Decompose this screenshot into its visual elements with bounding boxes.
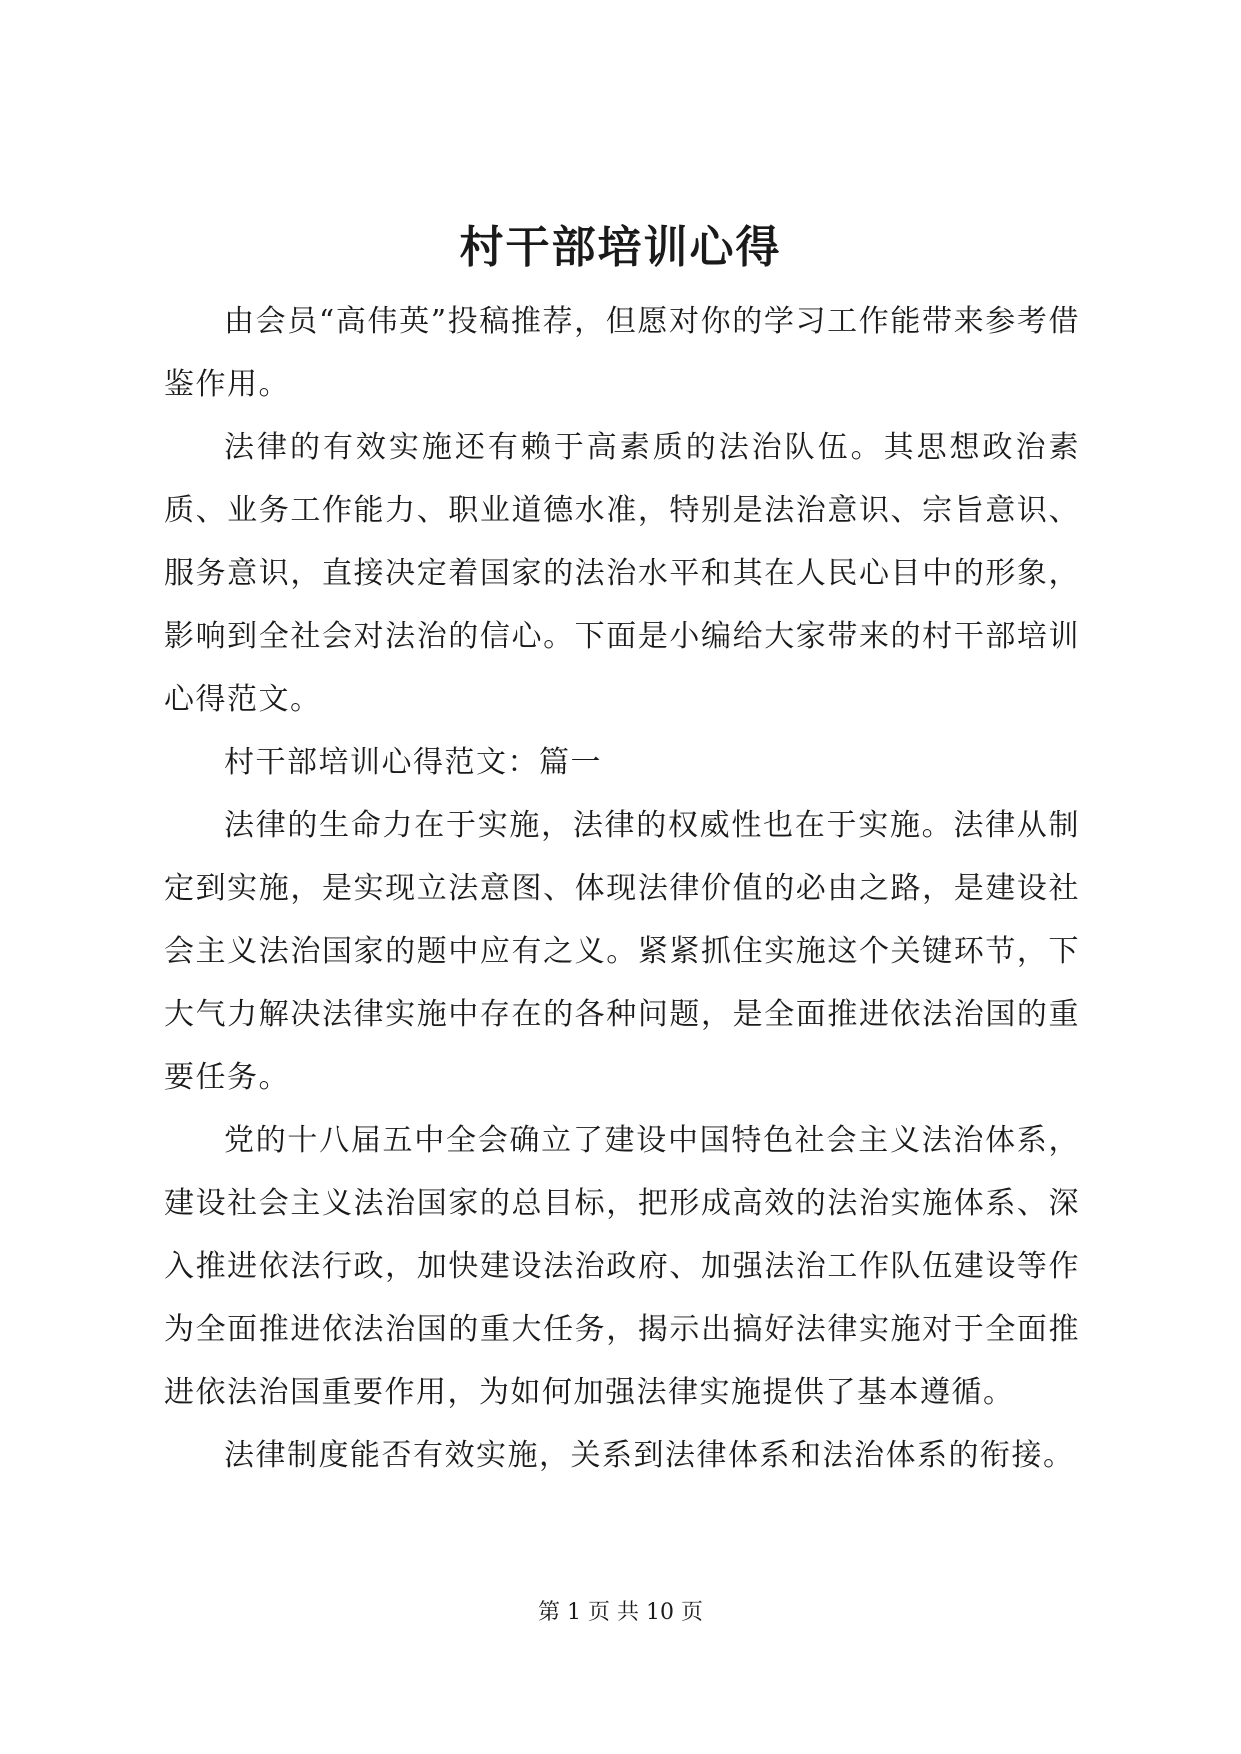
paragraph-body: 法律的生命力在于实施，法律的权威性也在于实施。法律从制定到实施，是实现立法意图、体现法律价值的必由之路，是建设社会主义法治国家的题中应有之义。紧紧抓住实施这个关键环节，下大气力解决法律实施中存在的各种问题，是全面推进依法治国的重要任务。 (164, 808, 1080, 1095)
page-footer: 第 1 页 共 10 页 (538, 1600, 703, 1625)
document-title: 村干部培训心得 (459, 222, 782, 273)
paragraph-body: 法律制度能否有效实施，关系到法律体系和法治体系的衔接。 (224, 1438, 1075, 1473)
document-body (164, 290, 1080, 1487)
paragraph-body: 党的十八届五中全会确立了建设中国特色社会主义法治体系，建设社会主义法治国家的总目标，把形成高效的法治实施体系、深入推进依法行政，加快建设法治政府、加强法治工作队伍建设等作为全面推进依法治国的重大任务，揭示出搞好法律实施对于全面推进依法治国重要作用，为如何加强法律实施提供了基本遵循。 (164, 1123, 1080, 1410)
paragraph-preface: 法律的有效实施还有赖于高素质的法治队伍。其思想政治素质、业务工作能力、职业道德水准，特别是法治意识、宗旨意识、服务意识，直接决定着国家的法治水平和其在人民心目中的形象，影响到全社会对法治的信心。下面是小编给大家带来的村干部培训心得范文。 (164, 430, 1080, 717)
section-heading: 村干部培训心得范文：篇一 (224, 745, 602, 780)
paragraph-intro: 由会员“高伟英”投稿推荐，但愿对你的学习工作能带来参考借鉴作用。 (164, 304, 1080, 402)
